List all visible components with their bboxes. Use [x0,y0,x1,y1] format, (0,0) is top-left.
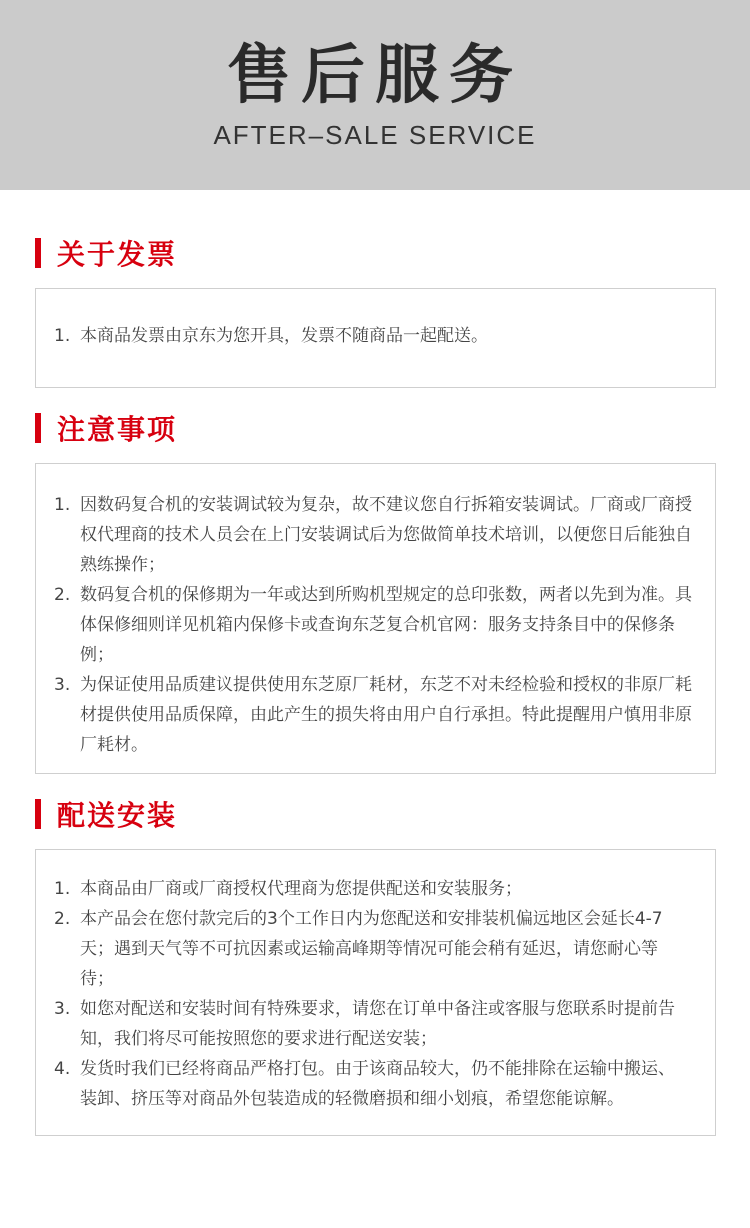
section-heading-invoice [35,235,177,271]
list-item [54,994,687,1054]
item-number: 1. [54,495,71,515]
notes-list [54,490,699,760]
item-text: 为保证使用品质建议提供使用东芝原厂耗材，东芝不对未经检验和授权的非原厂耗材提供使用品质保障，由此产生的损失将由用户自行承担。特此提醒用户慎用非原厂耗材。 [80,675,692,755]
notes-box [35,463,716,774]
item-text: 因数码复合机的安装调试较为复杂，故不建议您自行拆箱安装调试。厂商或厂商授权代理商的技术人员会在上门安装调试后为您做简单技术培训，以便您日后能独自熟练操作； [80,495,692,575]
item-number: 3. [54,999,71,1019]
invoice-box [35,288,716,388]
item-text: 本商品由厂商或厂商授权代理商为您提供配送和安装服务； [80,879,522,899]
list-item [54,670,699,760]
header-banner [0,0,750,190]
list-item [54,874,687,904]
item-number: 1. [54,879,71,899]
section-accent-bar [35,238,41,268]
section-heading-notes [35,410,177,446]
section-accent-bar [35,413,41,443]
section-title: 注意事项 [57,413,178,446]
list-item [54,904,687,994]
item-text: 本产品会在您付款完后的3个工作日内为您配送和安排装机偏远地区会延长4-7天；遇到天气等不可抗因素或运输高峰期等情况可能会稍有延迟，请您耐心等待； [80,909,663,989]
list-item [54,580,699,670]
page-subtitle: AFTER–SALE SERVICE [213,120,537,150]
item-number: 2. [54,585,71,605]
item-text: 本商品发票由京东为您开具，发票不随商品一起配送。 [80,326,488,346]
item-number: 2. [54,909,71,929]
item-text: 如您对配送和安装时间有特殊要求，请您在订单中备注或客服与您联系时提前告知，我们将尽可能按照您的要求进行配送安装； [80,999,675,1049]
item-number: 3. [54,675,71,695]
section-accent-bar [35,799,41,829]
item-text: 数码复合机的保修期为一年或达到所购机型规定的总印张数，两者以先到为准。具体保修细则详见机箱内保修卡或查询东芝复合机官网：服务支持条目中的保修条例； [80,585,692,665]
section-heading-delivery [35,796,177,832]
item-text: 发货时我们已经将商品严格打包。由于该商品较大，仍不能排除在运输中搬运、装卸、挤压等对商品外包装造成的轻微磨损和细小划痕，希望您能谅解。 [80,1059,675,1109]
item-number: 4. [54,1059,71,1079]
delivery-list [54,874,687,1114]
list-item [54,1054,687,1114]
list-item [54,321,695,351]
page-title: 售后服务 [227,39,523,113]
item-number: 1. [54,326,71,346]
list-item [54,490,699,580]
section-title: 关于发票 [57,238,178,271]
invoice-list [54,321,695,351]
section-title: 配送安装 [57,799,178,832]
delivery-box [35,849,716,1136]
